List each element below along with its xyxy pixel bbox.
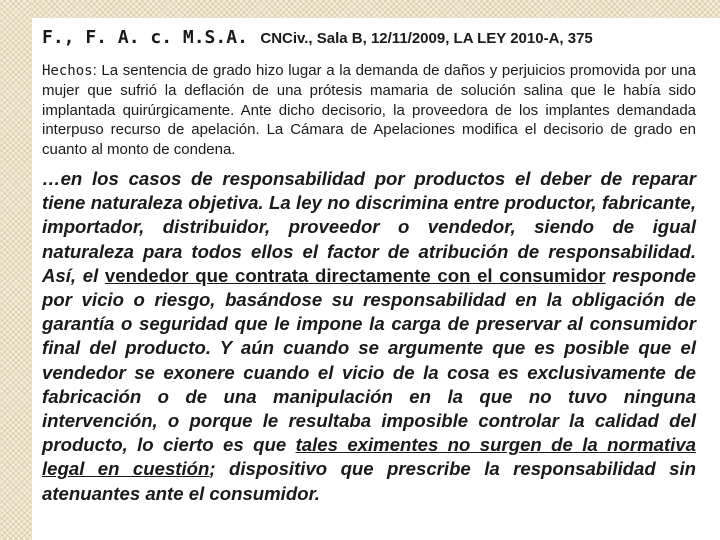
quote-part-1: …en los casos de responsabilidad por productos el deber de reparar tiene naturaleza objetiva. La ley no discrimina entre productor, fabricante, importador, distribuidor, proveedor o vendedor, siendo de igual naturaleza para todos ellos el factor de atribución de responsabilidad. Así, el [42,168,696,286]
quote-underlined-1: vendedor que contrata directamente con el consumidor [104,264,606,286]
hechos-label: Hechos [42,63,93,79]
case-citation: CNCiv., Sala B, 12/11/2009, LA LEY 2010-A, 375 [260,30,593,47]
quote-part-2: responde por vicio o riesgo, basándose su responsabilidad en la obligación de garantía o seguridad que le impone la carga de preservar al consumidor final del producto. Y aún cuando se argumente que es posible que el vendedor se exonere cuando el vicio de la cosa es exclusivamente de fabricación o de una manipulación en la que no tuvo ninguna intervención, o porque le resultaba imposible controlar la calidad del producto, lo cierto es que [42,264,696,456]
case-heading [42,26,696,51]
hechos-text: : La sentencia de grado hizo lugar a la demanda de daños y perjuicios promovida por una mujer que sufrió la deflación de una prótesis mamaria de solución salina que le había sido implantada quirúrgicamente. Ante dicho decisorio, la proveedora de los implantes demandada interpuso recurso de apelación. La Cámara de Apelaciones modifica el decisorio de grado en cuanto al monto de condena. [42,62,696,158]
slide [32,18,720,540]
quote-part-3: ; dispositivo que prescribe la responsabilidad sin atenuantes ante el consumidor. [42,458,697,504]
slide-content [42,26,696,506]
hechos-paragraph [42,61,696,159]
quote-underlined-2: tales eximentes no surgen de la normativa legal en cuestión [42,434,696,480]
decorative-pattern-top [0,0,720,18]
decorative-pattern-left [0,0,32,540]
case-name: F., F. A. c. M.S.A. [42,27,248,48]
holding-quote [42,167,696,506]
